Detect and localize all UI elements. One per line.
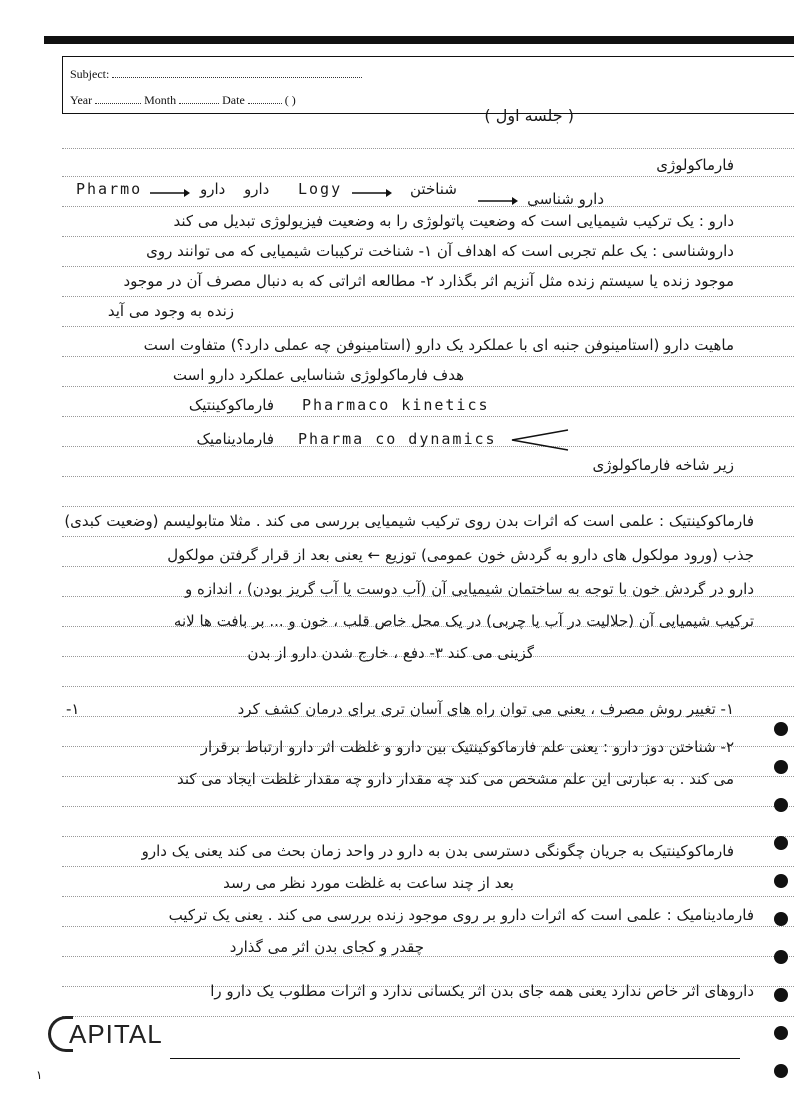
capital-logo [48,1018,163,1054]
binder-hole [774,912,788,926]
note-line: جذب (ورود مولکول های دارو به گردش خون عمومی) توزیع ← یعنی بعد از قرار گرفتن مولکول [167,546,754,564]
binder-hole [774,722,788,736]
date-fields [70,92,296,108]
note-line: دارو : یک ترکیب شیمیایی است که وضعیت پاتولوژی را به وضعیت فیزیولوژی تبدیل می کند [173,212,734,230]
year-label: Year [70,93,93,107]
latin-number-1: ۱- [66,700,80,718]
note-line: چقدر و کجای بدن اثر می گذارد [229,938,424,956]
note-line: داروشناسی : یک علم تجربی است که اهداف آن ۱- شناخت ترکیبات شیمیایی که می توانند روی [146,242,734,260]
note-line: زیر شاخه فارماکولوژی [592,456,734,474]
note-line: ترکیب شیمیایی آن (حلالیت در آب یا چربی) در یک محل خاص قلب ، خون و ... بر بافت ها لانه [173,612,754,630]
binder-hole [774,760,788,774]
note-line: فارماکوکینتیک : علمی است که اثرات بدن روی ترکیب شیمیایی بررسی می کند . مثلا متابولیسم (وضعیت کبدی) [64,512,754,530]
note-line: فارمادینامیک : علمی است که اثرات دارو بر روی موجود زنده بررسی می کند . یعنی یک ترکیب [168,906,754,924]
note-line: ماهیت دارو (استامینوفن جنبه ای با عملکرد یک دارو (استامینوفن چه عملی دارد؟) متفاوت است [143,336,734,354]
latin-shenakhtan: شناختن [410,180,457,198]
note-line: هدف فارماکولوژی شناسایی عملکرد دارو است [172,366,464,384]
note-line: بعد از چند ساعت به غلظت مورد نظر می رسد [223,874,514,892]
binder-hole [774,1026,788,1040]
date-label: Date [222,93,245,107]
note-line: می کند . به عبارتی این علم مشخص می کند چه مقدار دارو چه مقدار غلظت ایجاد می کند [176,770,734,788]
latin-daru-2: دارو [244,180,270,198]
binder-hole [774,988,788,1002]
note-line: گزینی می کند ۳- دفع ، خارج شدن دارو از بدن [247,644,534,662]
note-line: داروهای اثر خاص ندارد یعنی همه جای بدن اثر یکسانی ندارد و اثرات مطلوب یک دارو را [210,982,754,1000]
arrow-icon [150,188,190,198]
latin-logy: Logy [298,180,343,198]
latin-pharmo: Pharmo [76,180,143,198]
note-line: فارماکولوژی [656,156,734,174]
latin-daru: دارو [200,180,226,198]
latin-pharmacodynamics: Pharma co dynamics [298,430,497,448]
subject-label: Subject: [70,67,110,81]
session-title: ( جلسه اول ) [484,106,574,125]
binder-hole [774,1064,788,1078]
binder-hole [774,950,788,964]
arrow-icon [478,196,518,206]
binder-hole [774,874,788,888]
header-bar [44,36,794,44]
logo-text: APITAL [69,1018,163,1049]
note-line: موجود زنده یا سیستم زنده مثل آنزیم اثر بگذارد ۲- مطالعه اثراتی که به دنبال مصرف آن در موجود [123,272,734,290]
note-line: ۱- تغییر روش مصرف ، یعنی می توان راه های آسان تری برای درمان کشف کرد [237,700,734,718]
subject-field [70,66,362,82]
binder-hole [774,836,788,850]
latin-pharmacokinetics: Pharmaco kinetics [302,396,490,414]
binder-hole [774,798,788,812]
date-paren: ( ) [284,93,296,107]
note-line: دارو شناسی [527,190,604,208]
footer-line [170,1058,740,1059]
note-line: ۲- شناختن دوز دارو : یعنی علم فارماکوکینتیک بین دارو و غلظت اثر دارو ارتباط برقرار [200,738,734,756]
note-line: زنده به وجود می آید [107,302,234,320]
note-line: فارماکوکینتیک [188,396,274,414]
arrow-icon [352,188,392,198]
logo-c-mark [48,1016,73,1052]
month-label: Month [144,93,177,107]
note-line: دارو در گردش خون با توجه به ساختمان شیمیایی آن (آب دوست یا آب گریز بودن) ، اندازه و [185,580,754,598]
note-line: فارماکوکینتیک به جریان چگونگی دسترسی بدن به دارو در واحد زمان بحث می کند یعنی یک دارو [141,842,734,860]
note-line: فارمادینامیک [196,430,274,448]
page-number: ۱ [36,1068,43,1082]
brace-arrow-icon [508,428,568,452]
